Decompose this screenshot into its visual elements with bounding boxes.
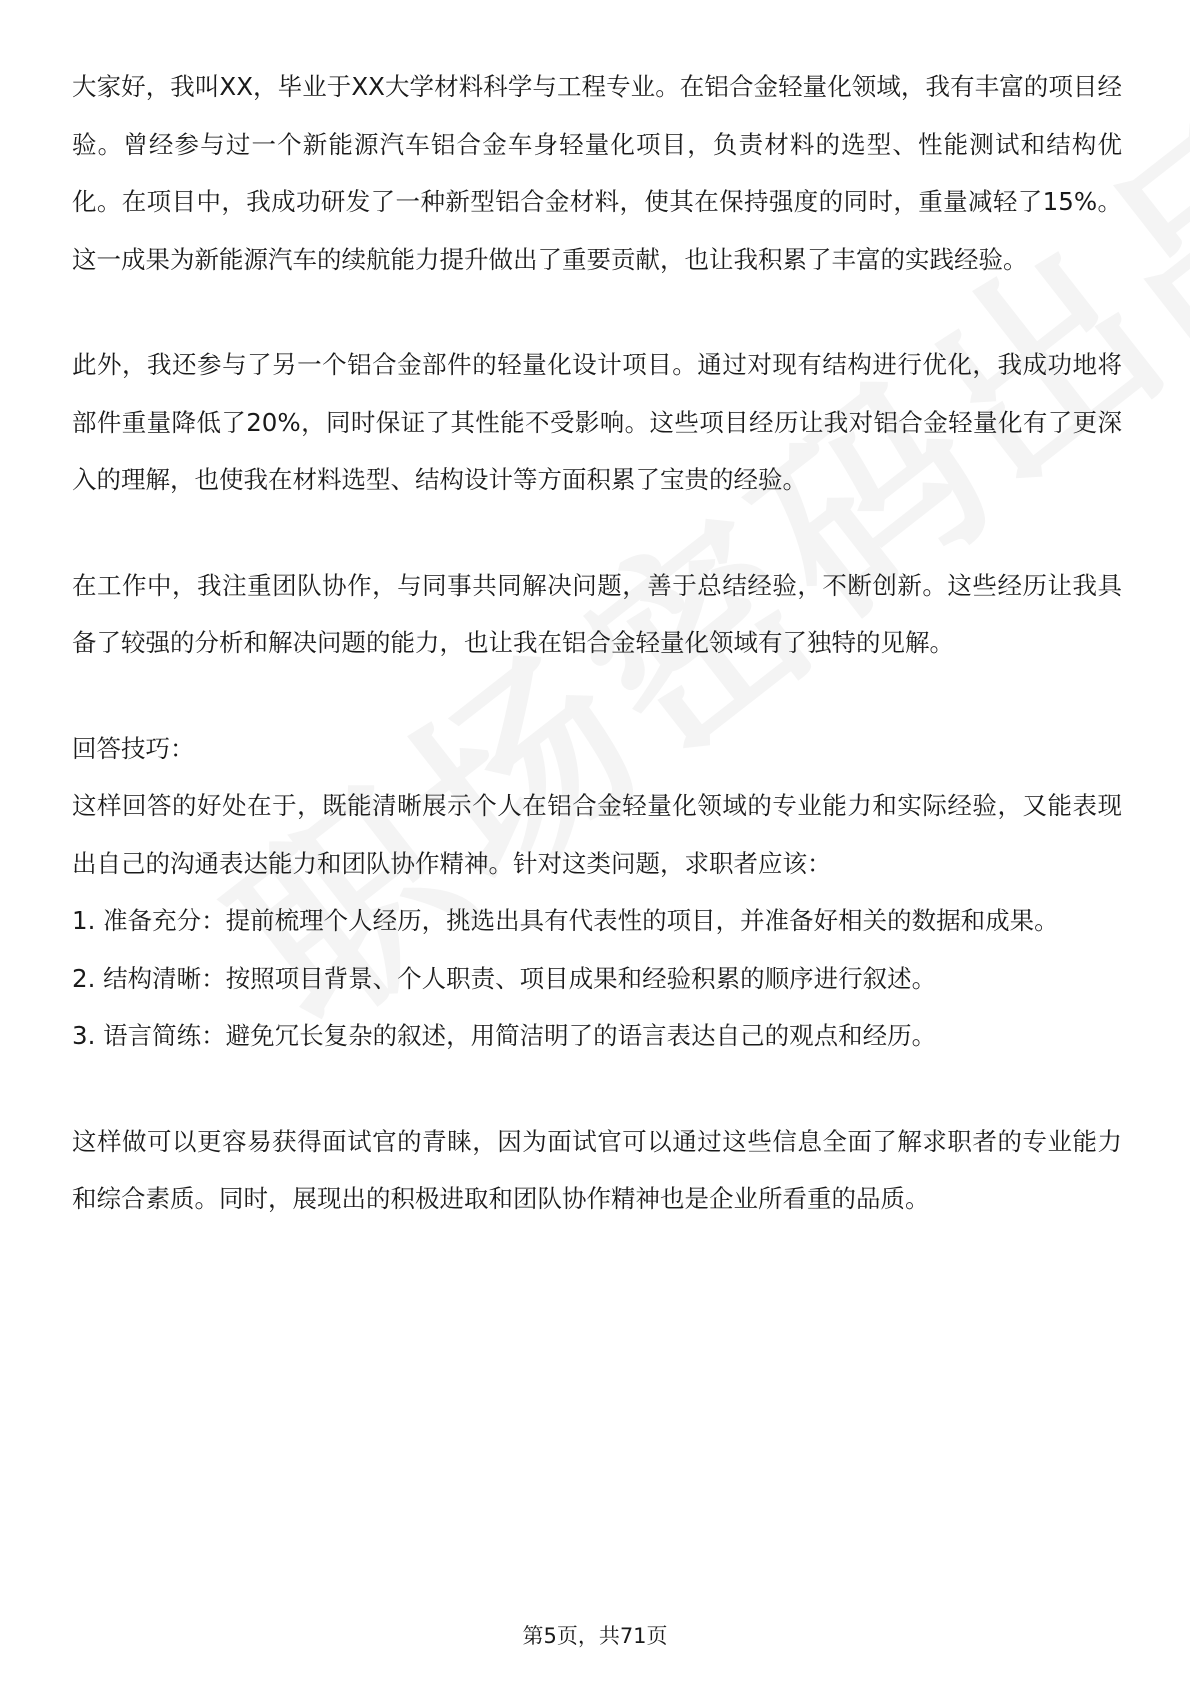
paragraph-spacer [72,509,1122,557]
tips-item-2: 2. 结构清晰：按照项目背景、个人职责、项目成果和经验积累的顺序进行叙述。 [72,963,937,993]
tips-title: 回答技巧： [72,733,195,763]
paragraph-self-introduction: 大家好，我叫XX，毕业于XX大学材料科学与工程专业。在铝合金轻量化领域，我有丰富的项目经验。曾经参与过一个新能源汽车铝合金车身轻量化项目，负责材料的选型、性能测试和结构优化。在项目中，我成功研发了一种新型铝合金材料，使其在保持强度的同时，重量减轻了15%。这一成果为新能源汽车的续航能力提升做出了重要贡献，也让我积累了丰富的实践经验。 [72,72,1122,274]
paragraph-spacer [72,1065,1122,1113]
answer-tips-section [72,720,1122,1065]
paragraph-spacer [72,672,1122,720]
tips-item-1: 1. 准备充分：提前梳理个人经历，挑选出具有代表性的项目，并准备好相关的数据和成果。 [72,906,1059,935]
paragraph-teamwork: 在工作中，我注重团队协作，与同事共同解决问题，善于总结经验，不断创新。这些经历让我具备了较强的分析和解决问题的能力，也让我在铝合金轻量化领域有了独特的见解。 [72,570,1122,657]
tips-item-3: 3. 语言简练：避免冗长复杂的叙述，用简洁明了的语言表达自己的观点和经历。 [72,1021,937,1050]
paragraph-second-project: 此外，我还参与了另一个铝合金部件的轻量化设计项目。通过对现有结构进行优化，我成功地将部件重量降低了20%，同时保证了其性能不受影响。这些项目经历让我对铝合金轻量化有了更深入的理解，也使我在材料选型、结构设计等方面积累了宝贵的经验。 [72,350,1122,494]
page-number: 第5页，共71页 [522,1624,668,1648]
paragraph-spacer [72,288,1122,336]
document-body [72,58,1122,1228]
tips-intro: 这样回答的好处在于，既能清晰展示个人在铝合金轻量化领域的专业能力和实际经验，又能表现出自己的沟通表达能力和团队协作精神。针对这类问题，求职者应该： [72,791,1122,878]
paragraph-conclusion: 这样做可以更容易获得面试官的青睐，因为面试官可以通过这些信息全面了解求职者的专业能力和综合素质。同时，展现出的积极进取和团队协作精神也是企业所看重的品质。 [72,1126,1122,1213]
